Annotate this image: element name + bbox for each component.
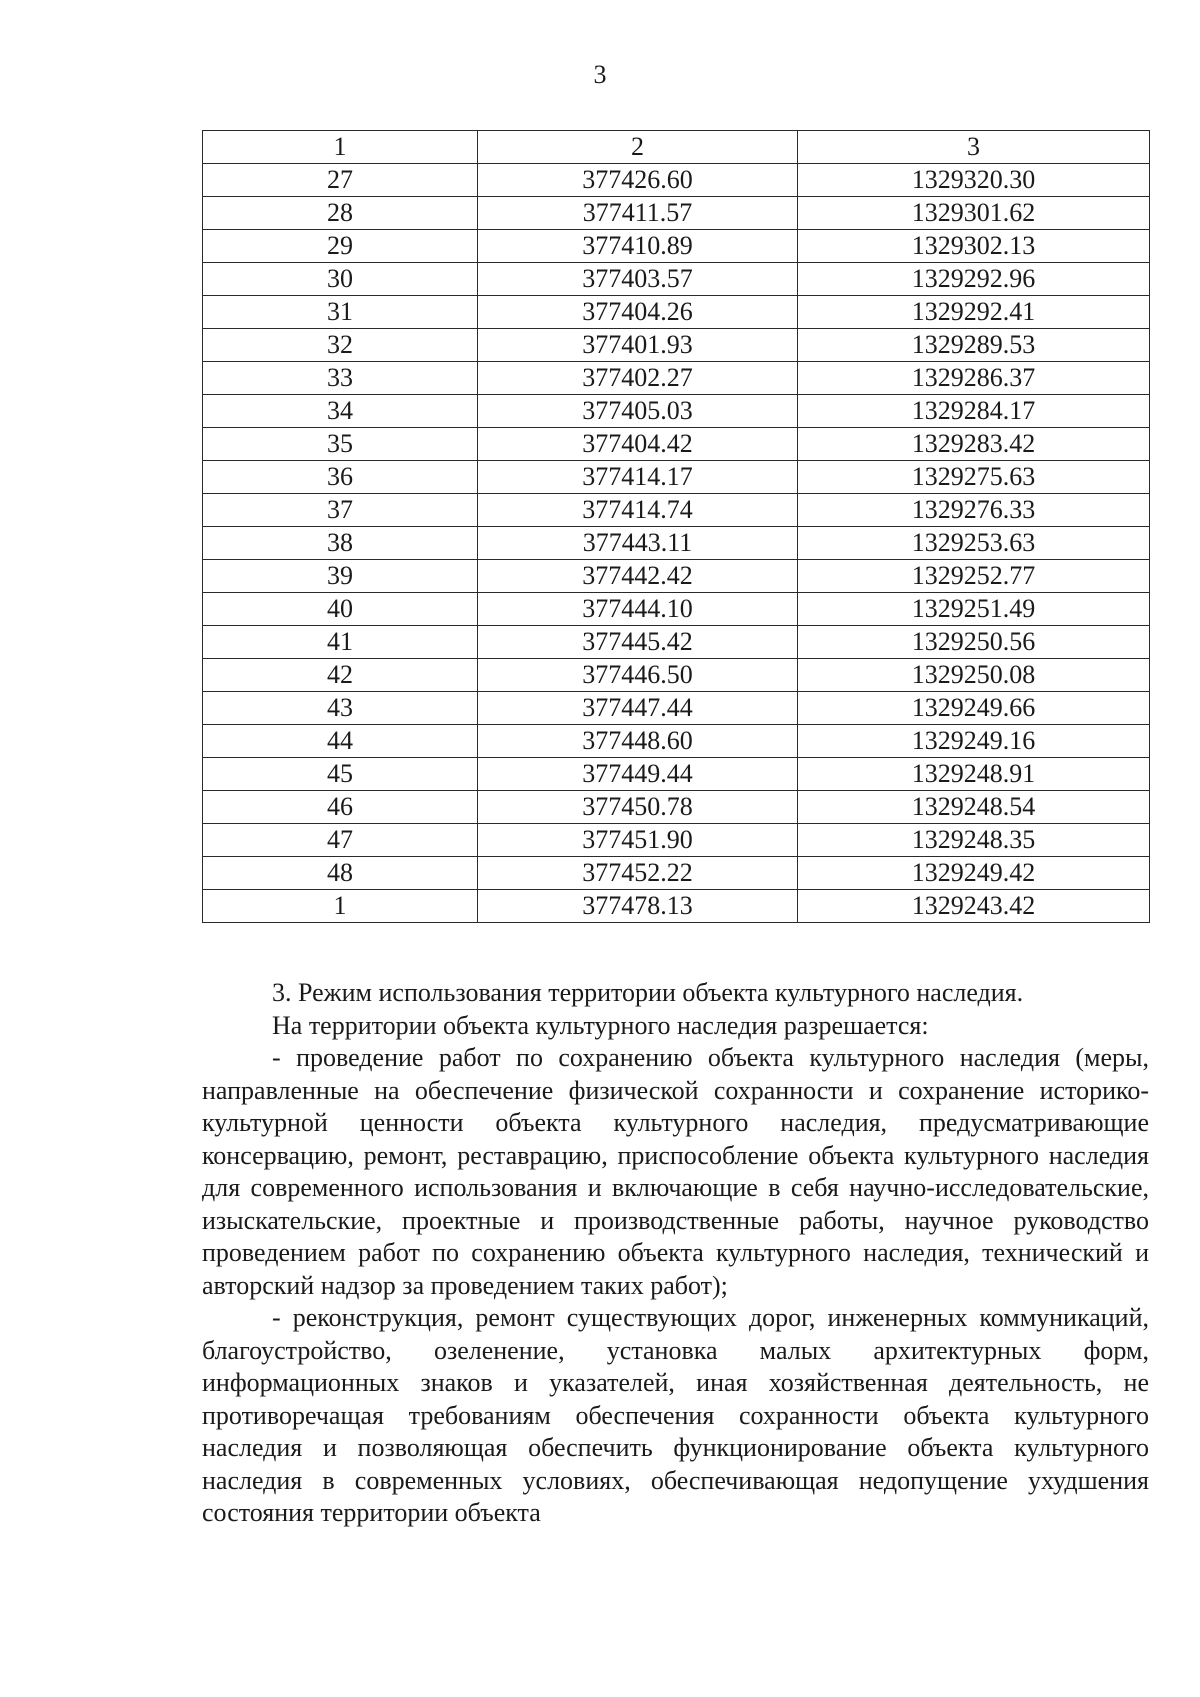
y-coordinate-cell: 1329292.41 bbox=[798, 296, 1150, 329]
x-coordinate-cell: 377403.57 bbox=[478, 263, 798, 296]
y-coordinate-cell: 1329248.35 bbox=[798, 824, 1150, 857]
point-number-cell: 46 bbox=[203, 791, 478, 824]
point-number-cell: 48 bbox=[203, 857, 478, 890]
table-row bbox=[203, 791, 1150, 824]
table-row bbox=[203, 758, 1150, 791]
point-number-cell: 45 bbox=[203, 758, 478, 791]
table-row bbox=[203, 626, 1150, 659]
table-header-row bbox=[203, 131, 1150, 164]
y-coordinate-cell: 1329301.62 bbox=[798, 197, 1150, 230]
y-coordinate-cell: 1329250.08 bbox=[798, 659, 1150, 692]
table-row bbox=[203, 527, 1150, 560]
point-number-cell: 43 bbox=[203, 692, 478, 725]
x-coordinate-cell: 377445.42 bbox=[478, 626, 798, 659]
x-coordinate-cell: 377426.60 bbox=[478, 164, 798, 197]
y-coordinate-cell: 1329286.37 bbox=[798, 362, 1150, 395]
table-row bbox=[203, 428, 1150, 461]
table-row bbox=[203, 692, 1150, 725]
table-row bbox=[203, 263, 1150, 296]
point-number-cell: 28 bbox=[203, 197, 478, 230]
x-coordinate-cell: 377411.57 bbox=[478, 197, 798, 230]
point-number-cell: 39 bbox=[203, 560, 478, 593]
point-number-cell: 29 bbox=[203, 230, 478, 263]
point-number-cell: 33 bbox=[203, 362, 478, 395]
x-coordinate-cell: 377442.42 bbox=[478, 560, 798, 593]
point-number-cell: 32 bbox=[203, 329, 478, 362]
x-coordinate-cell: 377449.44 bbox=[478, 758, 798, 791]
x-coordinate-cell: 377452.22 bbox=[478, 857, 798, 890]
column-header-2: 2 bbox=[478, 131, 798, 164]
x-coordinate-cell: 377414.17 bbox=[478, 461, 798, 494]
y-coordinate-cell: 1329248.91 bbox=[798, 758, 1150, 791]
point-number-cell: 44 bbox=[203, 725, 478, 758]
y-coordinate-cell: 1329250.56 bbox=[798, 626, 1150, 659]
point-number-cell: 36 bbox=[203, 461, 478, 494]
y-coordinate-cell: 1329252.77 bbox=[798, 560, 1150, 593]
point-number-cell: 47 bbox=[203, 824, 478, 857]
point-number-cell: 37 bbox=[203, 494, 478, 527]
table-row bbox=[203, 362, 1150, 395]
table-row bbox=[203, 890, 1150, 923]
table-row bbox=[203, 164, 1150, 197]
y-coordinate-cell: 1329249.66 bbox=[798, 692, 1150, 725]
x-coordinate-cell: 377404.42 bbox=[478, 428, 798, 461]
x-coordinate-cell: 377450.78 bbox=[478, 791, 798, 824]
y-coordinate-cell: 1329289.53 bbox=[798, 329, 1150, 362]
page-number: 3 bbox=[593, 60, 607, 89]
coordinates-table bbox=[202, 130, 1150, 923]
y-coordinate-cell: 1329292.96 bbox=[798, 263, 1150, 296]
point-number-cell: 27 bbox=[203, 164, 478, 197]
x-coordinate-cell: 377414.74 bbox=[478, 494, 798, 527]
table-row bbox=[203, 725, 1150, 758]
y-coordinate-cell: 1329249.16 bbox=[798, 725, 1150, 758]
table-row bbox=[203, 494, 1150, 527]
section-intro: На территории объекта культурного наследия разрешается: bbox=[272, 1010, 929, 1040]
y-coordinate-cell: 1329302.13 bbox=[798, 230, 1150, 263]
point-number-cell: 42 bbox=[203, 659, 478, 692]
y-coordinate-cell: 1329248.54 bbox=[798, 791, 1150, 824]
point-number-cell: 41 bbox=[203, 626, 478, 659]
table-row bbox=[203, 197, 1150, 230]
coordinates-table-body bbox=[203, 131, 1150, 923]
x-coordinate-cell: 377402.27 bbox=[478, 362, 798, 395]
column-header-3: 3 bbox=[798, 131, 1150, 164]
x-coordinate-cell: 377444.10 bbox=[478, 593, 798, 626]
permitted-item-1: - проведение работ по сохранению объекта культурного наследия (меры, направленные на обеспечение физической сохранности и сохранение историко-культурной ценности объекта культурного наследия, предусматривающие консервацию, ремонт, реставрацию, приспособление объекта культурного наследия для современного использования и включающие в себя научно-исследовательские, изыскательские, проектные и производственные работы, научное руководство проведением работ по сохранению объекта культурного наследия, технический и авторский надзор за проведением таких работ); bbox=[202, 1043, 1149, 1300]
x-coordinate-cell: 377448.60 bbox=[478, 725, 798, 758]
x-coordinate-cell: 377451.90 bbox=[478, 824, 798, 857]
column-header-1: 1 bbox=[203, 131, 478, 164]
section-text bbox=[202, 977, 1149, 1530]
point-number-cell: 31 bbox=[203, 296, 478, 329]
x-coordinate-cell: 377446.50 bbox=[478, 659, 798, 692]
x-coordinate-cell: 377447.44 bbox=[478, 692, 798, 725]
x-coordinate-cell: 377410.89 bbox=[478, 230, 798, 263]
point-number-cell: 38 bbox=[203, 527, 478, 560]
y-coordinate-cell: 1329251.49 bbox=[798, 593, 1150, 626]
table-row bbox=[203, 230, 1150, 263]
section-heading: 3. Режим использования территории объекта культурного наследия. bbox=[272, 978, 1024, 1007]
x-coordinate-cell: 377401.93 bbox=[478, 329, 798, 362]
table-row bbox=[203, 593, 1150, 626]
table-row bbox=[203, 329, 1150, 362]
table-row bbox=[203, 560, 1150, 593]
y-coordinate-cell: 1329249.42 bbox=[798, 857, 1150, 890]
point-number-cell: 34 bbox=[203, 395, 478, 428]
y-coordinate-cell: 1329243.42 bbox=[798, 890, 1150, 923]
x-coordinate-cell: 377404.26 bbox=[478, 296, 798, 329]
point-number-cell: 30 bbox=[203, 263, 478, 296]
y-coordinate-cell: 1329320.30 bbox=[798, 164, 1150, 197]
x-coordinate-cell: 377443.11 bbox=[478, 527, 798, 560]
table-row bbox=[203, 824, 1150, 857]
table-row bbox=[203, 296, 1150, 329]
permitted-item-2: - реконструкция, ремонт существующих дорог, инженерных коммуникаций, благоустройство, озеленение, установка малых архитектурных форм, информационных знаков и указателей, иная хозяйственная деятельность, не противоречащая требованиям обеспечения сохранности объекта культурного наследия и позволяющая обеспечить функционирование объекта культурного наследия в современных условиях, обеспечивающая недопущение ухудшения состояния территории объекта bbox=[202, 1303, 1149, 1527]
y-coordinate-cell: 1329276.33 bbox=[798, 494, 1150, 527]
y-coordinate-cell: 1329253.63 bbox=[798, 527, 1150, 560]
point-number-cell: 1 bbox=[203, 890, 478, 923]
y-coordinate-cell: 1329284.17 bbox=[798, 395, 1150, 428]
x-coordinate-cell: 377478.13 bbox=[478, 890, 798, 923]
x-coordinate-cell: 377405.03 bbox=[478, 395, 798, 428]
table-row bbox=[203, 395, 1150, 428]
point-number-cell: 40 bbox=[203, 593, 478, 626]
y-coordinate-cell: 1329283.42 bbox=[798, 428, 1150, 461]
table-row bbox=[203, 857, 1150, 890]
table-row bbox=[203, 659, 1150, 692]
point-number-cell: 35 bbox=[203, 428, 478, 461]
y-coordinate-cell: 1329275.63 bbox=[798, 461, 1150, 494]
table-row bbox=[203, 461, 1150, 494]
